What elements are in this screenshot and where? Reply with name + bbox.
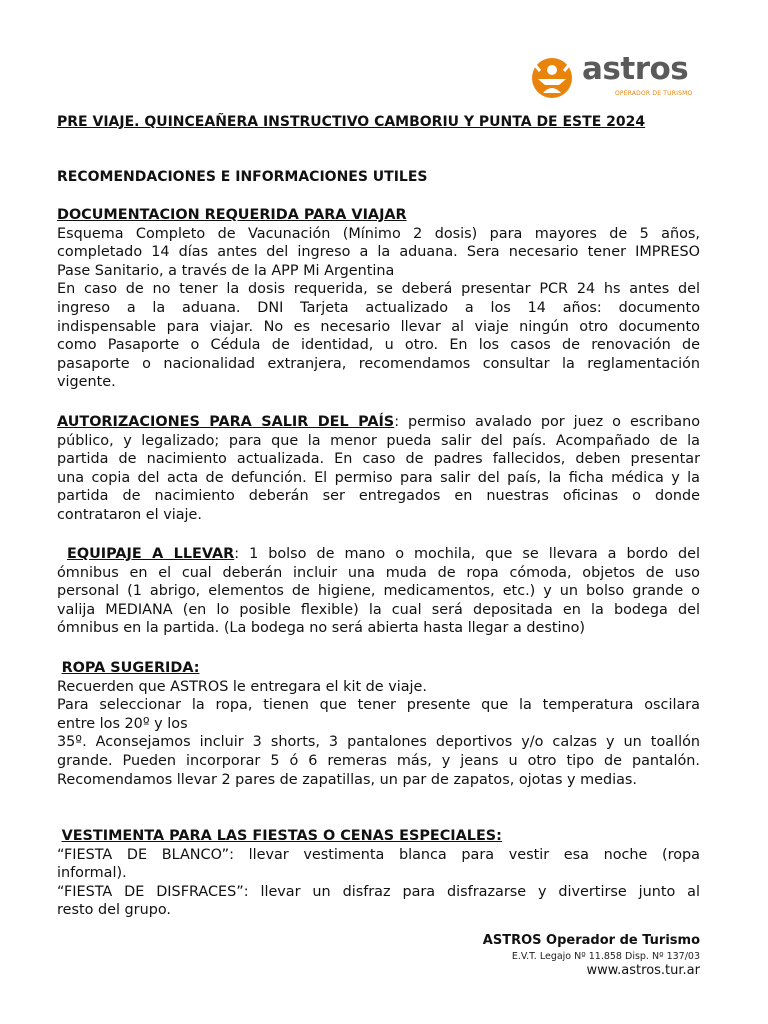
section-heading-ropa: ROPA SUGERIDA: xyxy=(61,660,200,676)
paragraph-line: Recomendamos llevar 2 pares de zapatillas, un par de zapatos, ojotas y medias. xyxy=(57,771,638,788)
paragraph-line: indispensable para viajar. No es necesario llevar al viaje ningún otro documento xyxy=(57,318,700,335)
paragraph-line: público, y legalizado; para que la menor pueda salir del país. Acompañado de la xyxy=(57,432,700,449)
paragraph-line: informal). xyxy=(57,865,127,882)
paragraph-line: 35º. Aconsejamos incluir 3 shorts, 3 pantalones deportivos y/o calzas y un toallón xyxy=(57,734,700,751)
paragraph-line: Recuerden que ASTROS le entregara el kit de viaje. xyxy=(57,678,427,695)
paragraph-line: ómnibus en la partida. (La bodega no será abierta hasta llegar a destino) xyxy=(57,620,586,637)
paragraph-line: Esquema Completo de Vacunación (Mínimo 2 dosis) para mayores de 5 años, xyxy=(57,225,700,242)
paragraph-line: resto del grupo. xyxy=(57,902,171,919)
footer-company: ASTROS Operador de Turismo xyxy=(482,933,700,948)
paragraph-line: valija MEDIANA (en lo posible flexible) la cual será depositada en la bodega del xyxy=(57,601,700,618)
paragraph-line: Para seleccionar la ropa, tienen que tener presente que la temperatura oscilara xyxy=(57,697,700,714)
paragraph-line: “FIESTA DE DISFRACES”: llevar un disfraz para disfrazarse y divertirse junto al xyxy=(57,883,700,900)
section-heading-documentacion: DOCUMENTACION REQUERIDA PARA VIAJAR xyxy=(57,207,407,223)
paragraph-text: : permiso avalado por juez o escribano xyxy=(394,414,700,430)
footer-website: www.astros.tur.ar xyxy=(586,963,700,978)
section-heading-autorizaciones: AUTORIZACIONES PARA SALIR DEL PAÍS xyxy=(57,414,395,430)
paragraph-line: pasaporte o nacionalidad extranjera, recomendamos consultar la reglamentación xyxy=(57,355,700,372)
paragraph-line: como Pasaporte o Cédula de identidad, u otro. En los casos de renovación de xyxy=(57,337,700,354)
paragraph-line: grande. Pueden incorporar 5 ó 6 remeras más, y jeans u otro tipo de pantalón. xyxy=(57,752,700,769)
paragraph-line: ingreso a la aduana. DNI Tarjeta actualizado a los 14 años: documento xyxy=(57,299,700,316)
section-heading-equipaje: EQUIPAJE A LLEVAR xyxy=(67,546,235,562)
footer-legajo: E.V.T. Legajo Nº 11.858 Disp. Nº 137/03 xyxy=(511,951,700,962)
paragraph-line: En caso de no tener la dosis requerida, se deberá presentar PCR 24 hs antes del xyxy=(57,281,700,298)
paragraph-line: partida de nacimiento deberán ser entregados en nuestras oficinas o donde xyxy=(57,488,700,505)
paragraph-line: vigente. xyxy=(57,374,116,391)
document-subtitle: RECOMENDACIONES E INFORMACIONES UTILES xyxy=(57,169,428,185)
paragraph-line xyxy=(57,413,700,432)
section-equipaje xyxy=(57,545,700,638)
paragraph-line xyxy=(57,827,700,846)
astros-logo xyxy=(530,51,700,103)
paragraph-line: personal (1 abrigo, elementos de higiene, medicamentos, etc.) y un bolso grande o xyxy=(57,583,700,600)
document-title: PRE VIAJE. QUINCEAÑERA INSTRUCTIVO CAMBORIU Y PUNTA DE ESTE 2024 xyxy=(57,114,646,130)
section-documentacion xyxy=(57,206,700,392)
paragraph-line: “FIESTA DE BLANCO”: llevar vestimenta blanca para vestir esa noche (ropa xyxy=(57,846,700,863)
paragraph-line: una copia del acta de defunción. El permiso para salir del país, la ficha médica y la xyxy=(57,469,700,486)
paragraph-line xyxy=(57,659,700,678)
paragraph-text: : 1 bolso de mano o mochila, que se llevara a bordo del xyxy=(234,546,701,562)
paragraph-line: partida de nacimiento actualizada. En caso de padres fallecidos, deben presentar xyxy=(57,451,700,468)
paragraph-line: contrataron el viaje. xyxy=(57,506,202,523)
logo-brand-name: astros xyxy=(582,51,689,87)
section-autorizaciones xyxy=(57,413,700,525)
logo-tagline: OPERADOR DE TURISMO xyxy=(615,90,693,97)
paragraph-line: ómnibus en el cual deberán incluir una muda de ropa cómoda, objetos de uso xyxy=(57,564,700,581)
section-vestimenta xyxy=(57,827,700,920)
section-ropa xyxy=(57,659,700,789)
paragraph-line xyxy=(57,545,700,564)
paragraph-line: entre los 20º y los xyxy=(57,715,188,732)
section-heading-vestimenta: VESTIMENTA PARA LAS FIESTAS O CENAS ESPECIALES: xyxy=(61,828,502,844)
astros-sun-logo-icon xyxy=(530,55,576,101)
paragraph-line: Pase Sanitario, a través de la APP Mi Argentina xyxy=(57,262,395,279)
paragraph-line: completado 14 días antes del ingreso a la aduana. Sera necesario tener IMPRESO xyxy=(57,244,700,261)
